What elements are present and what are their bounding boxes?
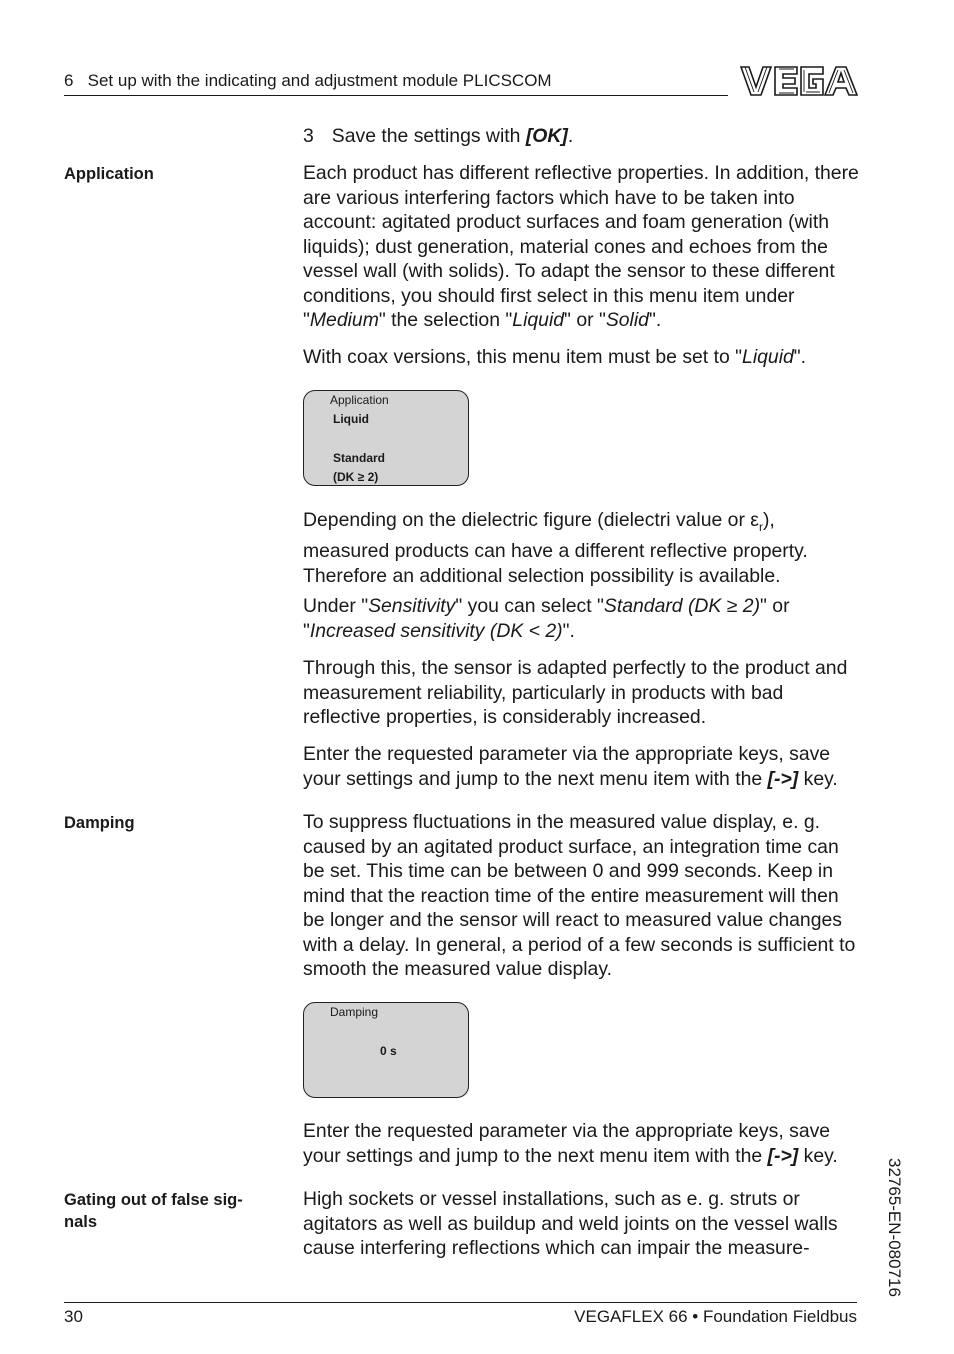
app-p6-text-a: Enter the requested parameter via the appropriate keys, save your settings and jump to the next menu item with the <box>303 743 831 790</box>
app-p4-text-a: Under " <box>303 595 369 617</box>
lcd-display-application <box>303 390 469 486</box>
lcd-value-standard: Standard <box>333 451 386 465</box>
lcd-title: Application <box>330 393 389 407</box>
section-label-gating: Gating out of false sig- nals <box>64 1191 243 1231</box>
app-p4-increased: Increased sensitivity (DK < 2) <box>309 619 563 642</box>
step-text: Save the settings with <box>331 125 526 147</box>
app-p4-standard: Standard (DK ≥ 2) <box>603 595 761 617</box>
app-p2-liquid: Liquid <box>742 346 794 368</box>
damping-p2-text-a: Enter the requested parameter via the appropriate keys, save your settings and jump to the next menu item with the <box>303 1120 831 1167</box>
app-p4-text-c: " or " <box>303 595 790 642</box>
app-p1-text-a: Each product has different reflective properties. In addition, there are various interfering factors which have to be taken into account: agitated product surfaces and foam generation (with liquids); dust generation, material cones and echoes from the vessel wall (with solids). To adapt the sensor to these different conditions, you should first select in this menu item under " <box>303 162 859 331</box>
application-p6 <box>303 742 863 791</box>
gating-p1-text: High sockets or vessel installations, such as e. g. struts or agitators as well as buildup and weld joints on the vessel walls cause interfering reflections which can impair the measure- <box>303 1188 838 1259</box>
document-number <box>860 1158 920 1308</box>
app-p3-text-b: ), measured products can have a different reflective property. Therefore an additional selection possibility is available. <box>303 509 808 587</box>
damping-p1-text: To suppress fluctuations in the measured value display, e. g. caused by an agitated product surface, an integration time can be set. This time can be between 0 and 999 seconds. Keep in mind that the reaction time of the entire measurement will then be longer and the sensor will react to measured value changes with a delay. In general, a period of a few seconds is sufficient to smooth the measured value display. <box>303 811 856 980</box>
footer-rule <box>64 1302 857 1303</box>
step-end: . <box>567 125 574 147</box>
app-p1-text-c: " or " <box>564 309 606 331</box>
step-3 <box>303 124 863 149</box>
damping-p1 <box>303 810 863 982</box>
app-p1-solid: Solid <box>605 309 649 331</box>
page-number: 30 <box>64 1307 83 1326</box>
damping-p2-text-b: key. <box>798 1144 838 1167</box>
arrow-key: [->] <box>767 767 799 790</box>
header-rule <box>64 95 728 96</box>
app-p2-text-b: ". <box>793 346 807 368</box>
damping-p2 <box>303 1119 863 1168</box>
app-p4-text-d: ". <box>562 619 575 642</box>
app-p4-text-b: " you can select " <box>455 595 604 617</box>
footer-product: VEGAFLEX 66 • Foundation Fieldbus <box>574 1307 857 1326</box>
application-p2 <box>303 345 863 370</box>
application-p3 <box>303 508 863 588</box>
application-p4 <box>303 594 863 643</box>
app-p3-text-a: Depending on the dielectric figure (dielectri value or ε <box>303 509 759 531</box>
ok-key: [OK] <box>525 125 568 147</box>
app-p1-medium: Medium <box>309 309 379 331</box>
section-label-damping: Damping <box>64 814 135 832</box>
application-p1 <box>303 161 863 333</box>
application-p5 <box>303 656 863 730</box>
gating-p1 <box>303 1187 863 1261</box>
header-title: 6 Set up with the indicating and adjustment module PLICSCOM <box>64 71 552 90</box>
section-label-application: Application <box>64 165 154 183</box>
step-number: 3 <box>303 125 314 147</box>
app-p6-text-b: key. <box>798 767 838 790</box>
app-p2-text-a: With coax versions, this menu item must be set to " <box>303 346 743 368</box>
lcd-title: Damping <box>330 1005 379 1019</box>
lcd-value-liquid: Liquid <box>333 412 369 426</box>
lcd-value-damping: 0 s <box>380 1044 397 1058</box>
lcd-display-damping <box>303 1002 469 1098</box>
app-p1-text-b: " the selection " <box>378 309 513 331</box>
app-p1-liquid: Liquid <box>512 309 565 331</box>
app-p1-text-d: ". <box>648 309 662 331</box>
vega-logo <box>739 64 859 98</box>
app-p4-sensitivity: Sensitivity <box>368 595 456 617</box>
lcd-value-dk: (DK ≥ 2) <box>333 470 379 484</box>
app-p5-text: Through this, the sensor is adapted perfectly to the product and measurement reliability, particularly in products with bad reflective properties, is considerably increased. <box>303 657 848 728</box>
app-p3-sub: r <box>758 519 763 534</box>
document-number-text: 32765-EN-080716 <box>885 1158 904 1297</box>
arrow-key: [->] <box>767 1144 799 1167</box>
